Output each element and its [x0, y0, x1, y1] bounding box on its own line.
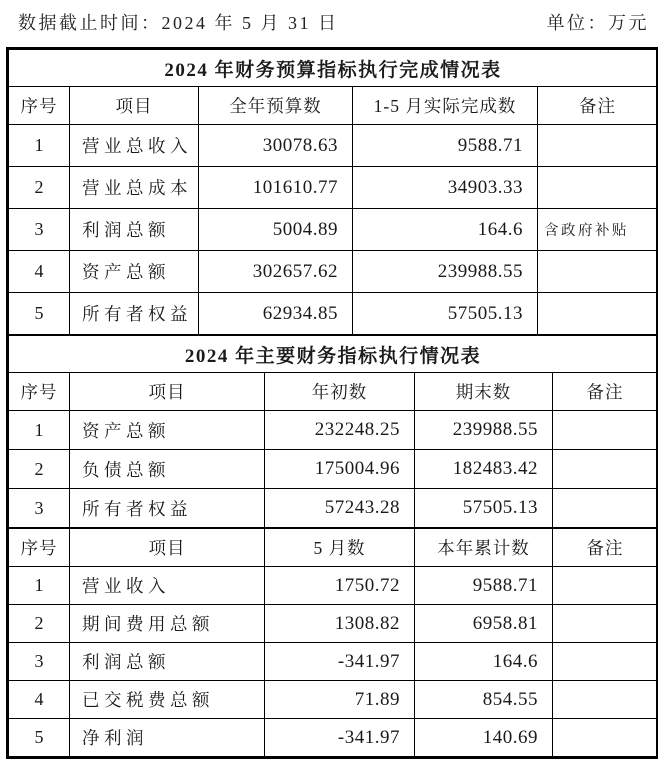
table-row: [9, 489, 658, 528]
column-header-note: 备注: [538, 87, 658, 125]
budget-table-title-row: [9, 50, 658, 87]
table-row: [9, 681, 658, 719]
row-item: 净利润: [70, 719, 265, 757]
column-header-no: 序号: [9, 373, 70, 411]
row-item: 营业收入: [70, 567, 265, 605]
row-item: 资产总额: [70, 251, 199, 293]
monthly-figures-table: [8, 528, 658, 757]
row-period-end: 57505.13: [415, 489, 553, 528]
indicator-table-title-row: [9, 336, 658, 373]
row-ytd-value: 6958.81: [415, 605, 553, 643]
row-note: [553, 567, 658, 605]
column-header-no: 序号: [9, 87, 70, 125]
row-ytd-value: 140.69: [415, 719, 553, 757]
row-no: 1: [9, 411, 70, 450]
row-item: 资产总额: [70, 411, 265, 450]
row-no: 1: [9, 125, 70, 167]
row-ytd-value: 9588.71: [415, 567, 553, 605]
row-item: 营业总成本: [70, 167, 199, 209]
row-may-value: 1750.72: [265, 567, 415, 605]
row-annual-budget: 101610.77: [199, 167, 353, 209]
row-actual-jan-may: 164.6: [353, 209, 538, 251]
table-row: [9, 167, 658, 209]
row-annual-budget: 62934.85: [199, 293, 353, 335]
data-cutoff-label: 数据截止时间：2024 年 5 月 31 日: [18, 13, 339, 33]
column-header-note: 备注: [553, 529, 658, 567]
row-may-value: 71.89: [265, 681, 415, 719]
row-no: 2: [9, 167, 70, 209]
column-header-ytd-value: 本年累计数: [415, 529, 553, 567]
column-header-year-start: 年初数: [265, 373, 415, 411]
row-actual-jan-may: 57505.13: [353, 293, 538, 335]
financial-report-table: [6, 47, 658, 759]
row-no: 1: [9, 567, 70, 605]
row-item: 营业总收入: [70, 125, 199, 167]
column-header-item: 项目: [70, 529, 265, 567]
row-note: 含政府补贴: [538, 209, 658, 251]
table-row: [9, 411, 658, 450]
row-item: 已交税费总额: [70, 681, 265, 719]
row-note: [553, 643, 658, 681]
column-header-no: 序号: [9, 529, 70, 567]
unit-label: 单位：万元: [546, 13, 649, 33]
monthly-table-header-row: [9, 529, 658, 567]
row-no: 3: [9, 643, 70, 681]
table-row: [9, 209, 658, 251]
row-item: 期间费用总额: [70, 605, 265, 643]
column-header-period-end: 期末数: [415, 373, 553, 411]
row-may-value: -341.97: [265, 643, 415, 681]
column-header-item: 项目: [70, 373, 265, 411]
table-row: [9, 450, 658, 489]
row-actual-jan-may: 9588.71: [353, 125, 538, 167]
budget-execution-table: [8, 49, 658, 335]
row-item: 所有者权益: [70, 293, 199, 335]
row-note: [538, 293, 658, 335]
row-period-end: 182483.42: [415, 450, 553, 489]
row-year-start: 175004.96: [265, 450, 415, 489]
row-no: 4: [9, 681, 70, 719]
row-no: 2: [9, 450, 70, 489]
row-item: 负债总额: [70, 450, 265, 489]
row-no: 5: [9, 293, 70, 335]
main-indicator-table: [8, 335, 658, 528]
row-ytd-value: 164.6: [415, 643, 553, 681]
row-no: 3: [9, 209, 70, 251]
column-header-item: 项目: [70, 87, 199, 125]
table-row: [9, 251, 658, 293]
row-no: 4: [9, 251, 70, 293]
column-header-may-value: 5 月数: [265, 529, 415, 567]
table-row: [9, 567, 658, 605]
row-actual-jan-may: 239988.55: [353, 251, 538, 293]
budget-table-title: 2024 年财务预算指标执行完成情况表: [9, 50, 658, 87]
row-no: 2: [9, 605, 70, 643]
row-annual-budget: 30078.63: [199, 125, 353, 167]
row-ytd-value: 854.55: [415, 681, 553, 719]
column-header-actual-jan-may: 1-5 月实际完成数: [353, 87, 538, 125]
topbar: [18, 9, 649, 35]
row-may-value: -341.97: [265, 719, 415, 757]
row-actual-jan-may: 34903.33: [353, 167, 538, 209]
row-no: 3: [9, 489, 70, 528]
row-note: [553, 450, 658, 489]
table-row: [9, 605, 658, 643]
row-item: 利润总额: [70, 643, 265, 681]
budget-table-header-row: [9, 87, 658, 125]
table-row: [9, 643, 658, 681]
row-note: [538, 251, 658, 293]
row-note: [538, 167, 658, 209]
column-header-note: 备注: [553, 373, 658, 411]
row-note: [553, 489, 658, 528]
row-item: 所有者权益: [70, 489, 265, 528]
row-period-end: 239988.55: [415, 411, 553, 450]
table-row: [9, 293, 658, 335]
row-may-value: 1308.82: [265, 605, 415, 643]
indicator-table-header-row: [9, 373, 658, 411]
table-row: [9, 125, 658, 167]
row-note: [553, 411, 658, 450]
table-row: [9, 719, 658, 757]
row-no: 5: [9, 719, 70, 757]
row-year-start: 57243.28: [265, 489, 415, 528]
row-annual-budget: 302657.62: [199, 251, 353, 293]
row-note: [553, 605, 658, 643]
row-note: [553, 719, 658, 757]
row-item: 利润总额: [70, 209, 199, 251]
row-note: [538, 125, 658, 167]
row-annual-budget: 5004.89: [199, 209, 353, 251]
row-note: [553, 681, 658, 719]
column-header-annual-budget: 全年预算数: [199, 87, 353, 125]
indicator-table-title: 2024 年主要财务指标执行情况表: [9, 336, 658, 373]
row-year-start: 232248.25: [265, 411, 415, 450]
